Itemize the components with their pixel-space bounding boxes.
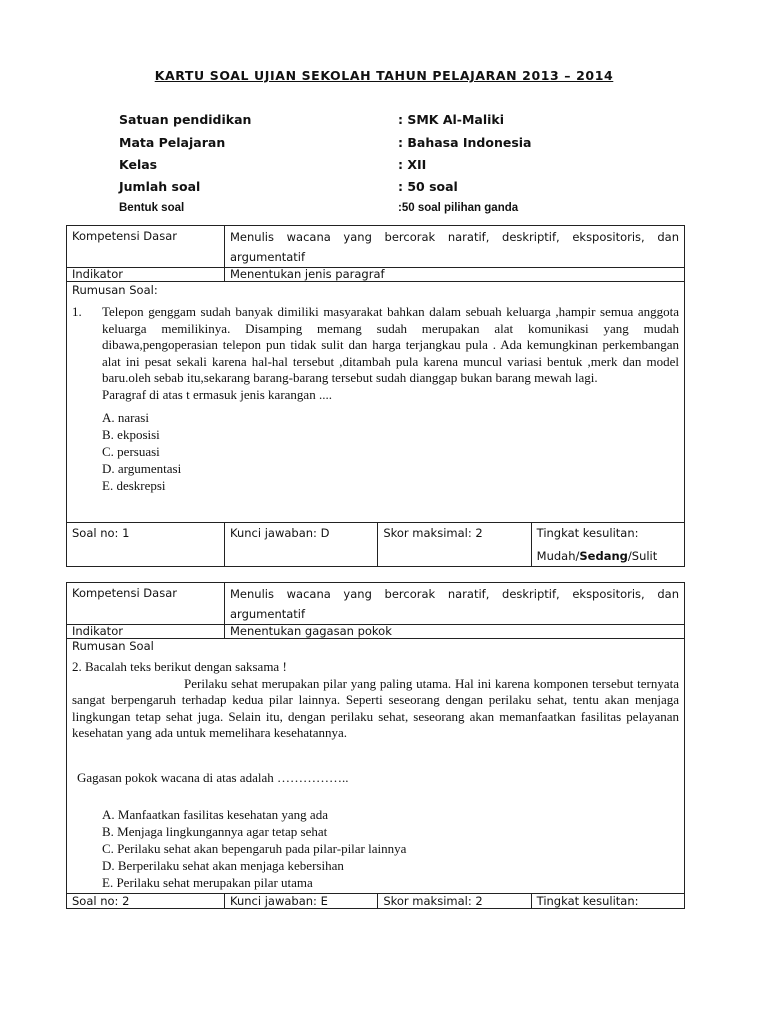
question-text: Perilaku sehat merupakan pilar yang paling utama. Hal ini karena komponen tersebut ternyata sangat berpengaruh terhadap kedua pilar lainnya. Seperti seseorang dengan perilaku sehat, tentu akan menjaga lingkungan tetap sehat juga. Selain itu, dengan perilaku sehat, seseorang akan memanfaatkan fasilitas pelayanan kesehatan yang ada untuk memelihara kesehatannya. [72, 675, 679, 740]
soal-no: Soal no: 2 [67, 894, 225, 909]
tingkat-value [537, 546, 679, 566]
option-d: D. Berperilaku sehat akan menjaga kebersihan [102, 858, 344, 873]
meta-bentuk-label: Bentuk soal [119, 202, 185, 214]
question-text: Telepon genggam sudah banyak dimiliki masyarakat bahkan dalam sebuah keluarga ,hampir semua anggota keluarga memilikinya. Disamping memang sudah merupakan alat komunikasi yang mudah dibawa,pengoperasian telepon pun tidak sulit dan harga terjangkau pula . Ada kemungkinan perkembangan alat ini pesat sekali karena hal-hal tersebut ,ditambah pula karena muncul variasi bentuk ,merk dan model baru.oleh sebab itu,sekarang barang-barang tersebut sudah dianggap bukan barang mewah lagi. [102, 304, 679, 385]
question-body [72, 304, 679, 494]
meta-kelas-value: : XII [398, 157, 427, 172]
rumusan-soal-cell [67, 639, 685, 894]
kd-value: Menulis wacana yang bercorak naratif, deskriptif, ekspositoris, dan argumentatif [225, 583, 685, 625]
meta-kelas-label: Kelas [119, 157, 158, 172]
kunci-jawaban: Kunci jawaban: D [225, 523, 378, 567]
option-c: C. persuasi [102, 444, 160, 459]
tingkat-sedang: Sedang [579, 549, 628, 563]
question-number: 1. [72, 304, 82, 319]
option-list [72, 806, 679, 891]
option-b: B. Menjaga lingkungannya agar tetap sehat [102, 824, 328, 839]
kd-label: Kompetensi Dasar [67, 583, 225, 625]
option-c: C. Perilaku sehat akan bepengaruh pada pilar-pilar lainnya [102, 841, 407, 856]
meta-satuan-value: : SMK Al-Maliki [398, 112, 505, 127]
option-a: A. Manfaatkan fasilitas kesehatan yang ada [102, 807, 328, 822]
kunci-jawaban: Kunci jawaban: E [225, 894, 378, 909]
kd-label: Kompetensi Dasar [67, 226, 225, 268]
tingkat-kesulitan [531, 523, 684, 567]
option-e: E. deskrepsi [102, 478, 166, 493]
rumusan-label: Rumusan Soal [72, 639, 154, 653]
question-prompt: Gagasan pokok wacana di atas adalah …………….. [77, 769, 349, 785]
soal-no: Soal no: 1 [67, 523, 225, 567]
meta-mapel-value: : Bahasa Indonesia [398, 135, 532, 150]
meta-mapel-label: Mata Pelajaran [119, 135, 226, 150]
option-e: E. Perilaku sehat merupakan pilar utama [102, 875, 313, 890]
question-prompt: Paragraf di atas t ermasuk jenis karangan .... [102, 386, 332, 402]
question-card-2 [66, 582, 685, 909]
indikator-label: Indikator [67, 268, 225, 282]
meta-satuan-label: Satuan pendidikan [119, 112, 252, 127]
option-a: A. narasi [102, 410, 149, 425]
indikator-value: Menentukan gagasan pokok [225, 625, 685, 639]
skor-maksimal: Skor maksimal: 2 [378, 523, 531, 567]
meta-jumlah-label: Jumlah soal [119, 179, 201, 194]
tingkat-sulit: /Sulit [627, 549, 658, 563]
indikator-label: Indikator [67, 625, 225, 639]
skor-maksimal: Skor maksimal: 2 [378, 894, 531, 909]
meta-jumlah-value: : 50 soal [398, 179, 458, 194]
option-b: B. ekposisi [102, 427, 160, 442]
question-body [72, 659, 679, 891]
rumusan-soal-cell [67, 282, 685, 523]
document-title: KARTU SOAL UJIAN SEKOLAH TAHUN PELAJARAN 2013 – 2014 [154, 68, 614, 83]
option-d: D. argumentasi [102, 461, 182, 476]
kd-value: Menulis wacana yang bercorak naratif, deskriptif, ekspositoris, dan argumentatif [225, 226, 685, 268]
tingkat-kesulitan: Tingkat kesulitan: [531, 894, 684, 909]
tingkat-mudah: Mudah/ [536, 549, 580, 563]
meta-bentuk-value: :50 soal pilihan ganda [398, 202, 519, 214]
question-intro: 2. Bacalah teks berikut dengan saksama ! [72, 659, 287, 674]
tingkat-label: Tingkat kesulitan: [536, 526, 639, 540]
option-list [72, 409, 679, 494]
question-card-1 [66, 225, 685, 567]
indikator-value: Menentukan jenis paragraf [225, 268, 685, 282]
rumusan-label: Rumusan Soal: [72, 283, 158, 297]
